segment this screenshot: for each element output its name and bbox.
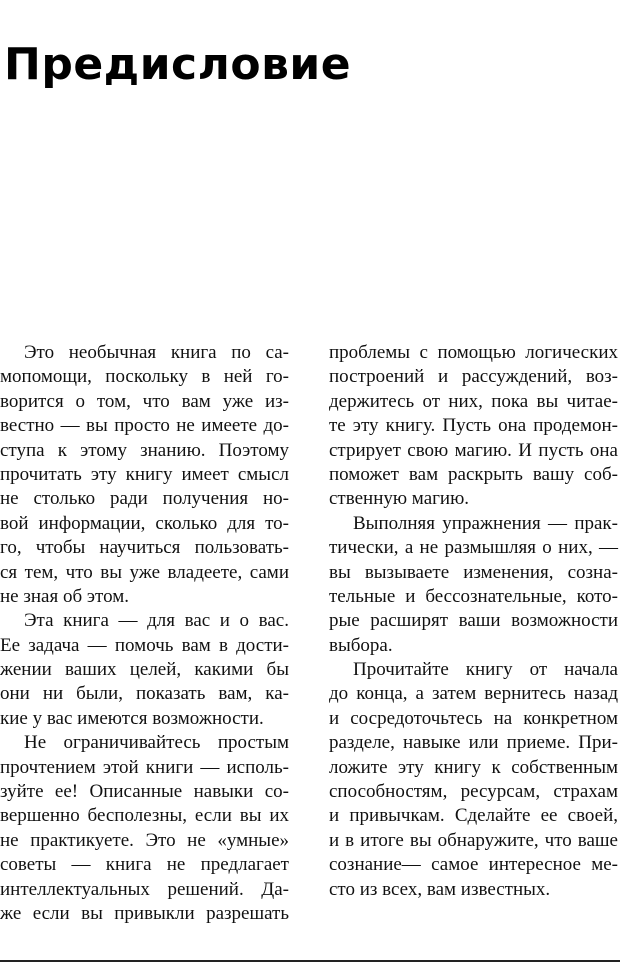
text-line: кие у вас имеются возможности. <box>0 707 264 729</box>
text-line: до конца, а затем вернитесь назад <box>329 683 618 705</box>
text-line: мопомощи, поскольку в ней го- <box>0 366 289 388</box>
text-line: сознание— самое интересное ме- <box>329 854 618 876</box>
text-line: Это необычная книга по са- <box>24 342 289 363</box>
text-line: ся тем, что вы уже владеете, сами <box>0 561 289 583</box>
text-line: Выполняя упражнения — прак- <box>353 512 618 534</box>
text-line: поможет вам раскрыть вашу соб- <box>329 463 618 485</box>
text-line: и в итоге вы обнаружите, что ваше <box>329 829 618 851</box>
text-line: выбора. <box>329 634 393 656</box>
text-line: ступа к этому знанию. Поэтому <box>0 439 289 461</box>
text-line: Прочитайте книгу от начала <box>353 659 618 681</box>
text-line: рые расширят ваши возможности <box>329 610 618 632</box>
text-line: вестно — вы просто не имеете до- <box>0 415 289 437</box>
text-line: стрирует свою магию. И пусть она <box>329 439 618 461</box>
text-line: го, чтобы научиться пользовать- <box>0 537 289 559</box>
text-line: же если вы привыкли разрешать <box>0 902 289 924</box>
page-title: Предисловие <box>4 39 352 91</box>
text-line: вы вызываете изменения, созна- <box>329 561 618 583</box>
text-line: жении ваших целей, какими бы <box>0 659 289 681</box>
text-line: Эта книга — для вас и о вас. <box>24 610 289 632</box>
text-line: советы — книга не предлагает <box>0 854 289 876</box>
text-line: они ни были, показать вам, ка- <box>0 683 289 705</box>
text-line: интеллектуальных решений. Да- <box>0 878 289 900</box>
text-line: и привычкам. Сделайте ее своей, <box>329 805 618 827</box>
text-line: сто из всех, вам известных. <box>329 878 551 900</box>
text-line: не практикуете. Это не «умные» <box>0 829 289 851</box>
text-line: вершенно бесполезны, если вы их <box>0 805 289 827</box>
text-line: не зная об этом. <box>0 585 129 607</box>
text-line: вой информации, сколько для то- <box>0 512 289 534</box>
text-line: прочтением этой книги — исполь- <box>0 756 289 778</box>
text-line: ственную магию. <box>329 488 470 510</box>
page-bottom-rule <box>0 960 620 962</box>
text-line: способностям, ресурсам, страхам <box>329 781 618 803</box>
text-line: прочитать эту книгу имеет смысл <box>0 463 289 485</box>
right-text-column <box>329 341 618 902</box>
text-line: построений и рассуждений, воз- <box>329 366 618 388</box>
text-line: и сосредоточьтесь на конкретном <box>329 707 618 729</box>
text-line: ворится о том, что вам уже из- <box>0 390 289 412</box>
text-line: зуйте ее! Описанные навыки со- <box>0 781 289 803</box>
text-line: проблемы с помощью логических <box>329 342 618 363</box>
text-line: тически, а не размышляя о них, — <box>329 537 618 559</box>
text-line: те эту книгу. Пусть она продемон- <box>329 415 618 437</box>
text-line: Ее задача — помочь вам в дости- <box>0 634 289 656</box>
left-text-column <box>0 341 289 926</box>
text-line: тельные и бессознательные, кото- <box>329 585 618 607</box>
text-line: разделе, навыке или приеме. При- <box>329 732 618 754</box>
text-line: ложите эту книгу к собственным <box>329 756 618 778</box>
text-line: держитесь от них, пока вы читае- <box>329 390 618 412</box>
text-line: Не ограничивайтесь простым <box>24 732 289 754</box>
text-line: не столько ради получения но- <box>0 488 289 510</box>
